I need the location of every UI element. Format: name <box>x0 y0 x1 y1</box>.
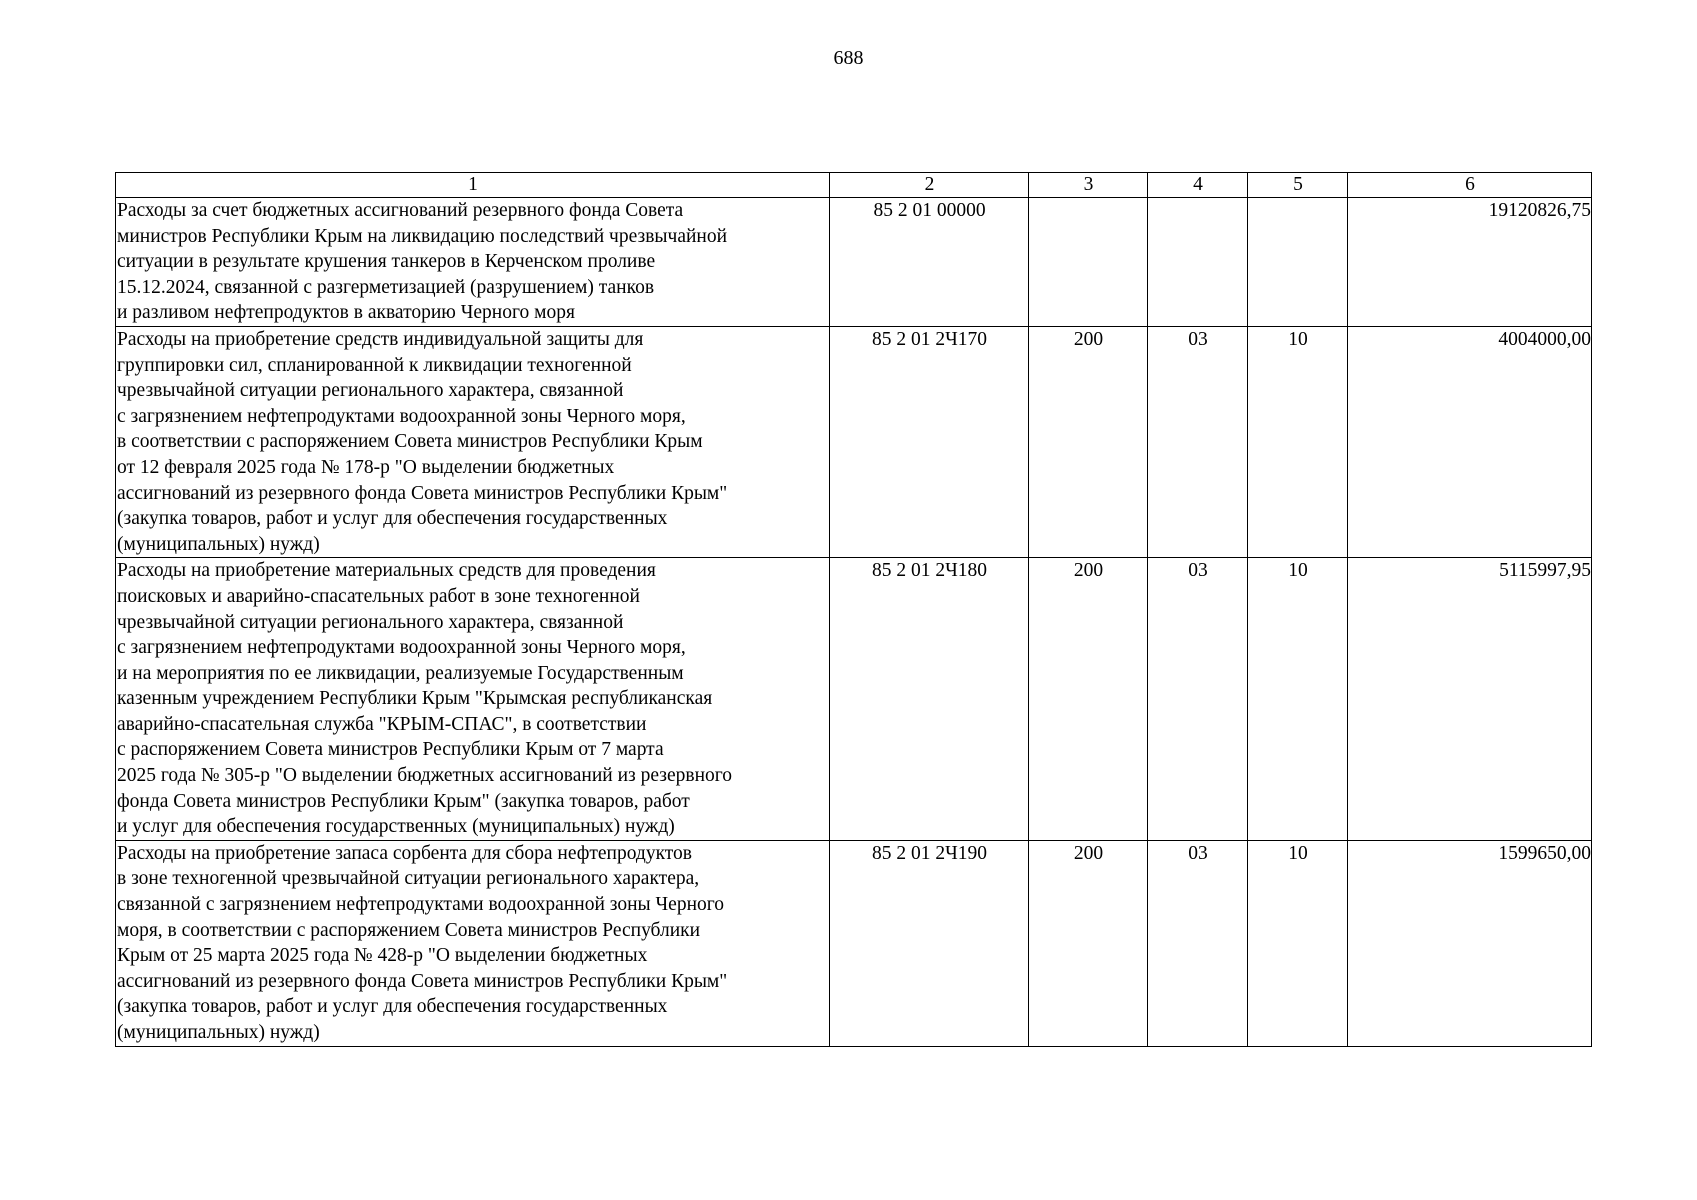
header-col-1: 1 <box>116 173 830 198</box>
row-col-4: 03 <box>1148 326 1248 557</box>
row-col-3: 200 <box>1029 558 1148 841</box>
table-row <box>116 198 1592 327</box>
budget-table <box>115 172 1592 1047</box>
row-code: 85 2 01 2Ч190 <box>830 840 1029 1046</box>
row-code: 85 2 01 2Ч180 <box>830 558 1029 841</box>
row-amount: 1599650,00 <box>1348 840 1592 1046</box>
row-description: Расходы за счет бюджетных ассигнований резервного фонда Совета министров Республики Крым на ликвидацию последствий чрезвычайной ситуации в результате крушения танкеров в Керченском проливе 15.12.2024, связанной с разгерметизацией (разрушением) танков и разливом нефтепродуктов в акваторию Черного моря <box>116 198 830 327</box>
row-col-5: 10 <box>1248 840 1348 1046</box>
header-col-6: 6 <box>1348 173 1592 198</box>
table-row <box>116 840 1592 1046</box>
table-row <box>116 326 1592 557</box>
row-amount: 19120826,75 <box>1348 198 1592 327</box>
row-col-5 <box>1248 198 1348 327</box>
row-code: 85 2 01 2Ч170 <box>830 326 1029 557</box>
row-col-4 <box>1148 198 1248 327</box>
row-code: 85 2 01 00000 <box>830 198 1029 327</box>
row-col-4: 03 <box>1148 558 1248 841</box>
row-description: Расходы на приобретение средств индивидуальной защиты для группировки сил, спланированной к ликвидации техногенной чрезвычайной ситуации регионального характера, связанной с загрязнением нефтепродуктами водоохранной зоны Черного моря, в соответствии с распоряжением Совета министров Республики Крым от 12 февраля 2025 года № 178-р "О выделении бюджетных ассигнований из резервного фонда Совета министров Республики Крым" (закупка товаров, работ и услуг для обеспечения государственных (муниципальных) нужд) <box>116 326 830 557</box>
row-col-3 <box>1029 198 1148 327</box>
row-description: Расходы на приобретение запаса сорбента для сбора нефтепродуктов в зоне техногенной чрезвычайной ситуации регионального характера, связанной с загрязнением нефтепродуктами водоохранной зоны Черного моря, в соответствии с распоряжением Совета министров Республики Крым от 25 марта 2025 года № 428-р "О выделении бюджетных ассигнований из резервного фонда Совета министров Республики Крым" (закупка товаров, работ и услуг для обеспечения государственных (муниципальных) нужд) <box>116 840 830 1046</box>
header-col-4: 4 <box>1148 173 1248 198</box>
row-col-3: 200 <box>1029 326 1148 557</box>
row-amount: 5115997,95 <box>1348 558 1592 841</box>
row-amount: 4004000,00 <box>1348 326 1592 557</box>
page-number: 688 <box>833 47 864 69</box>
table-row <box>116 558 1592 841</box>
row-description: Расходы на приобретение материальных средств для проведения поисковых и аварийно-спасательных работ в зоне техногенной чрезвычайной ситуации регионального характера, связанной с загрязнением нефтепродуктами водоохранной зоны Черного моря, и на мероприятия по ее ликвидации, реализуемые Государственным казенным учреждением Республики Крым "Крымская республиканская аварийно-спасательная служба "КРЫМ-СПАС", в соответствии с распоряжением Совета министров Республики Крым от 7 марта 2025 года № 305-р "О выделении бюджетных ассигнований из резервного фонда Совета министров Республики Крым" (закупка товаров, работ и услуг для обеспечения государственных (муниципальных) нужд) <box>116 558 830 841</box>
row-col-5: 10 <box>1248 558 1348 841</box>
header-col-5: 5 <box>1248 173 1348 198</box>
row-col-3: 200 <box>1029 840 1148 1046</box>
row-col-5: 10 <box>1248 326 1348 557</box>
row-col-4: 03 <box>1148 840 1248 1046</box>
header-col-2: 2 <box>830 173 1029 198</box>
header-col-3: 3 <box>1029 173 1148 198</box>
table-header-row <box>116 173 1592 198</box>
